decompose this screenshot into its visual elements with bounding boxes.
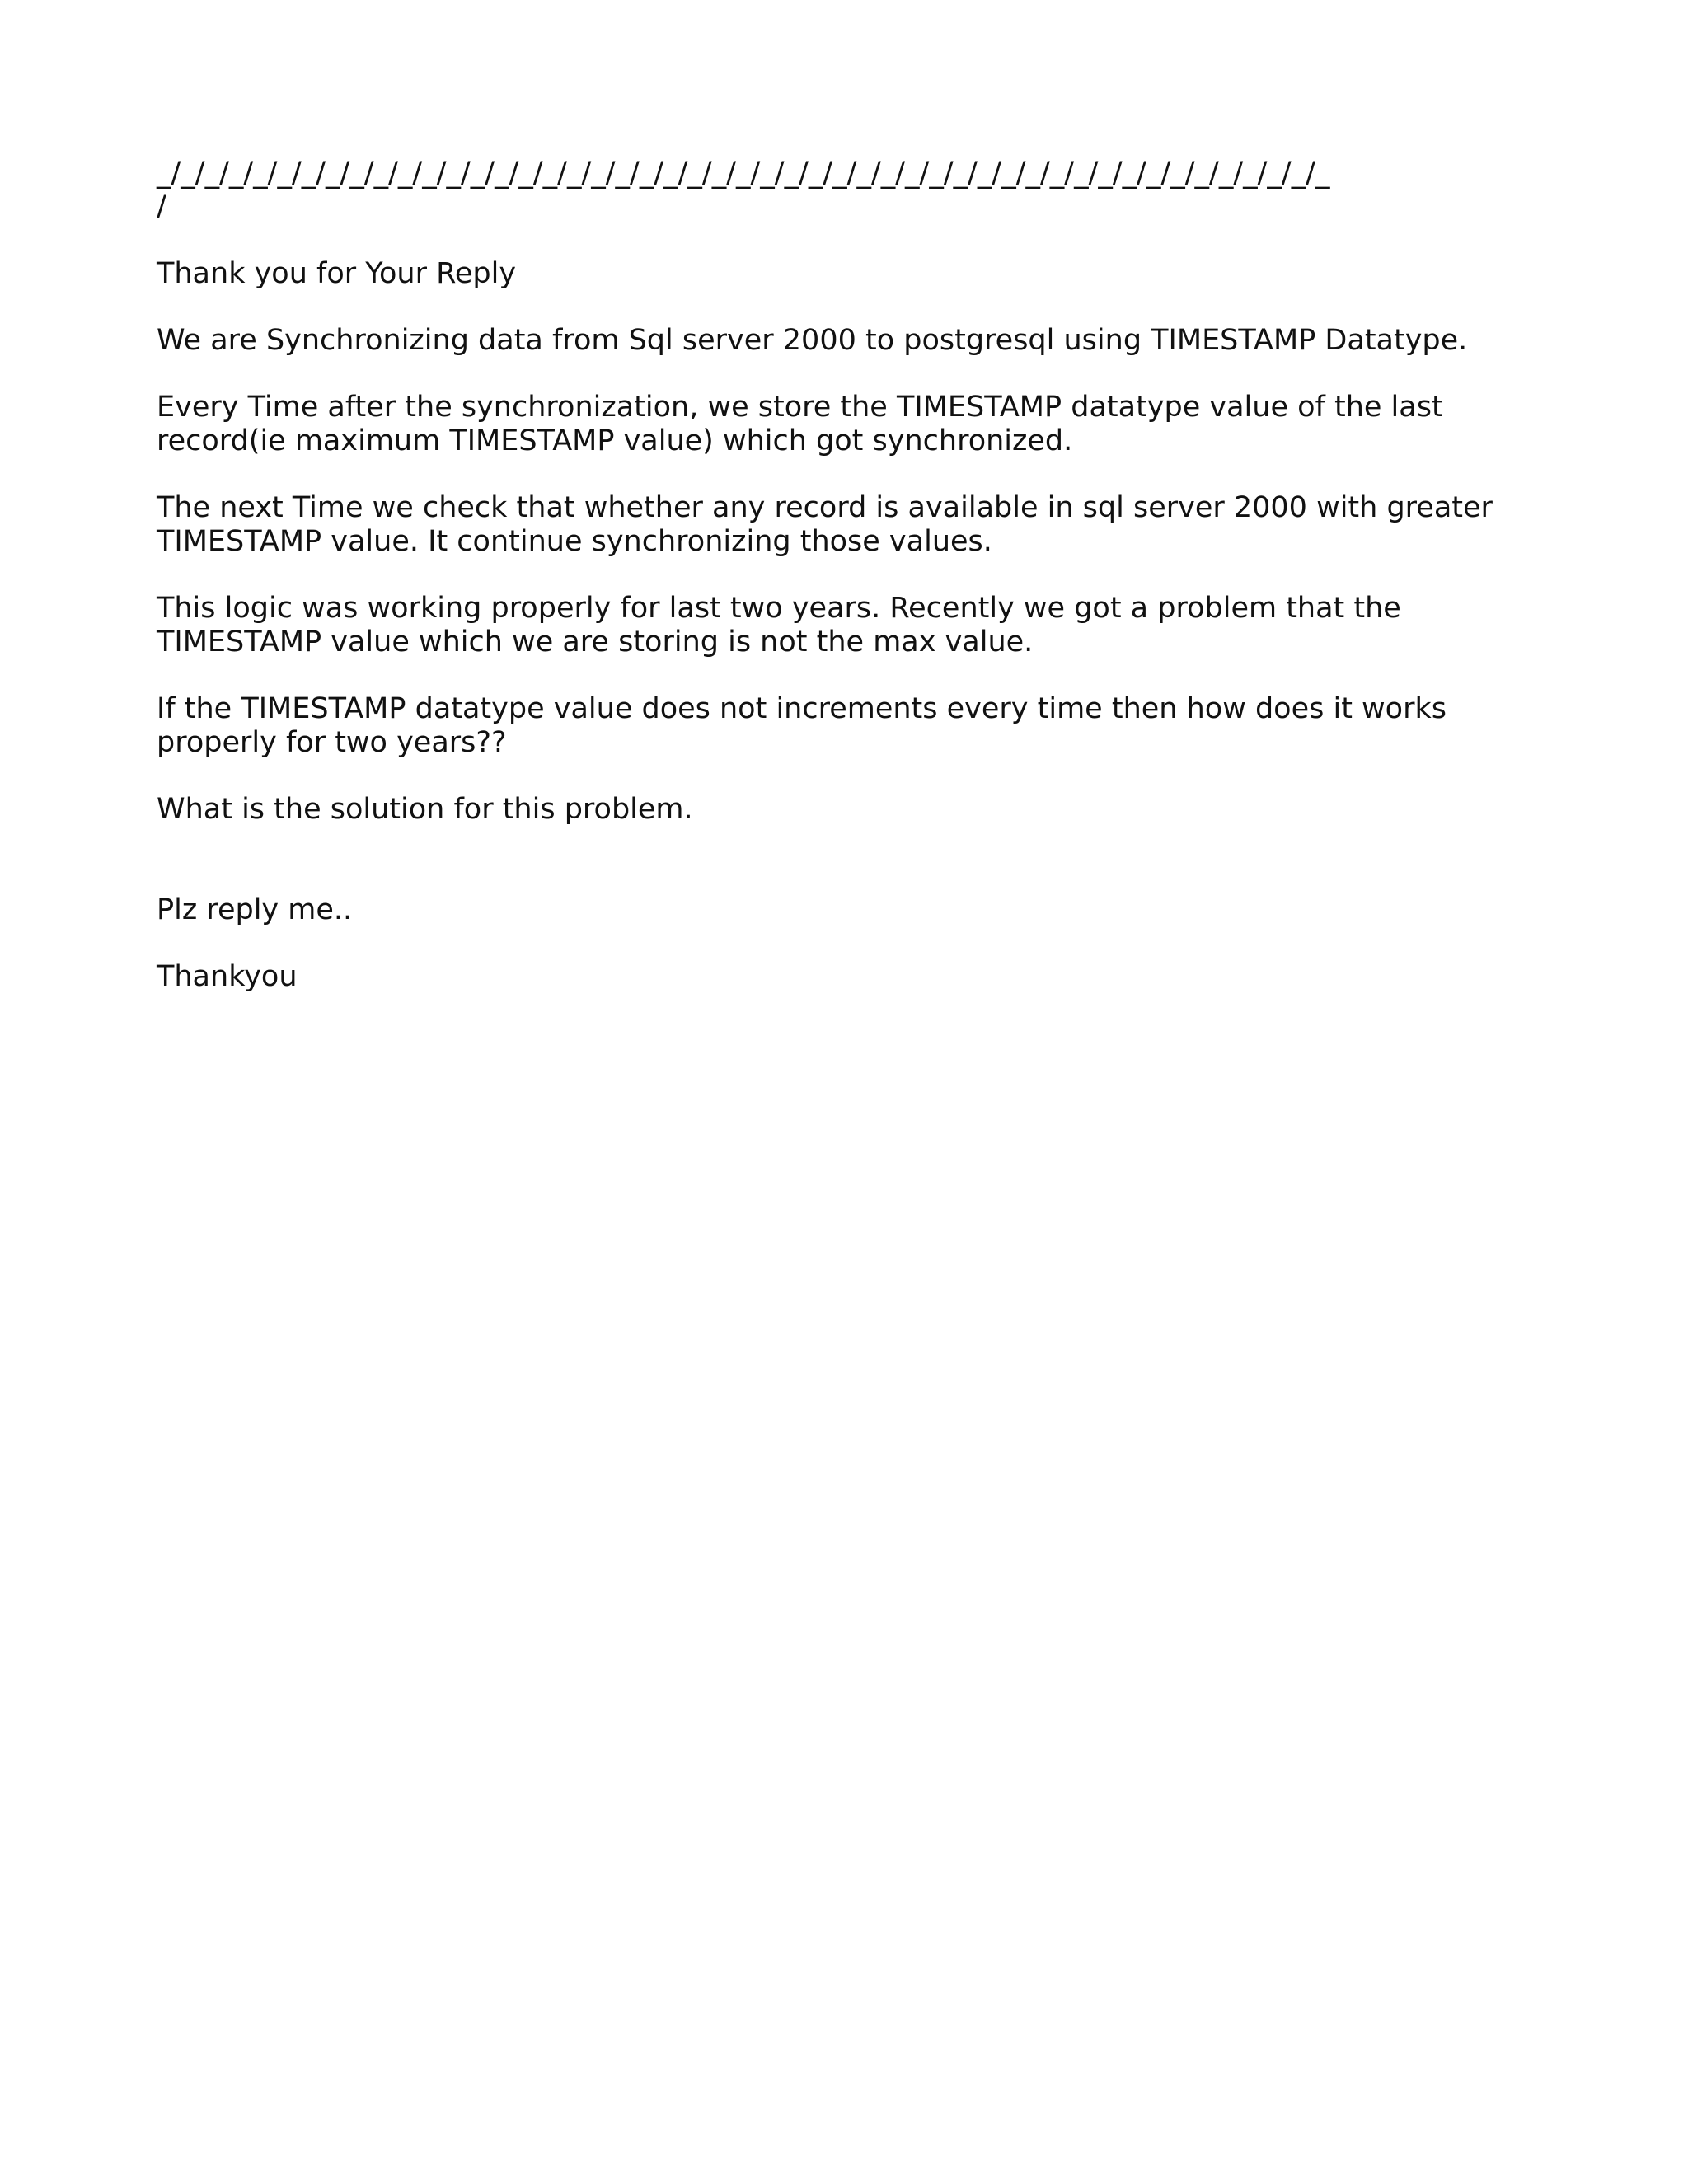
paragraph-problem: This logic was working properly for last two years. Recently we got a problem that the TIMESTAMP value which we are storing is not the max value. [157,592,1401,658]
paragraph-reply-request: Plz reply me.. [157,893,353,926]
separator-line [157,157,1525,224]
separator-line-1: _/_/_/_/_/_/_/_/_/_/_/_/_/_/_/_/_/_/_/_/_/_/_/_/_/_/_/_/_/_/_/_/_/_/_/_/_/_/_/_/_/_/_/_/_/_/_/_/_ [157,157,1330,190]
email-body [157,157,1525,1027]
paragraph-solution-request: What is the solution for this problem. [157,793,693,826]
paragraph-store-timestamp: Every Time after the synchronization, we store the TIMESTAMP datatype value of the last record(ie maximum TIMESTAMP value) which got synchronized. [157,391,1443,457]
separator-line-2: / [157,190,166,223]
closing: Thankyou [157,960,298,993]
greeting: Thank you for Your Reply [157,257,517,290]
paragraph-question: If the TIMESTAMP datatype value does not increments every time then how does it works properly for two years?? [157,692,1447,759]
paragraph-next-check: The next Time we check that whether any record is available in sql server 2000 with greater TIMESTAMP value. It continue synchronizing those values. [157,491,1493,558]
paragraph-sync-description: We are Synchronizing data from Sql server 2000 to postgresql using TIMESTAMP Datatype. [157,324,1468,357]
